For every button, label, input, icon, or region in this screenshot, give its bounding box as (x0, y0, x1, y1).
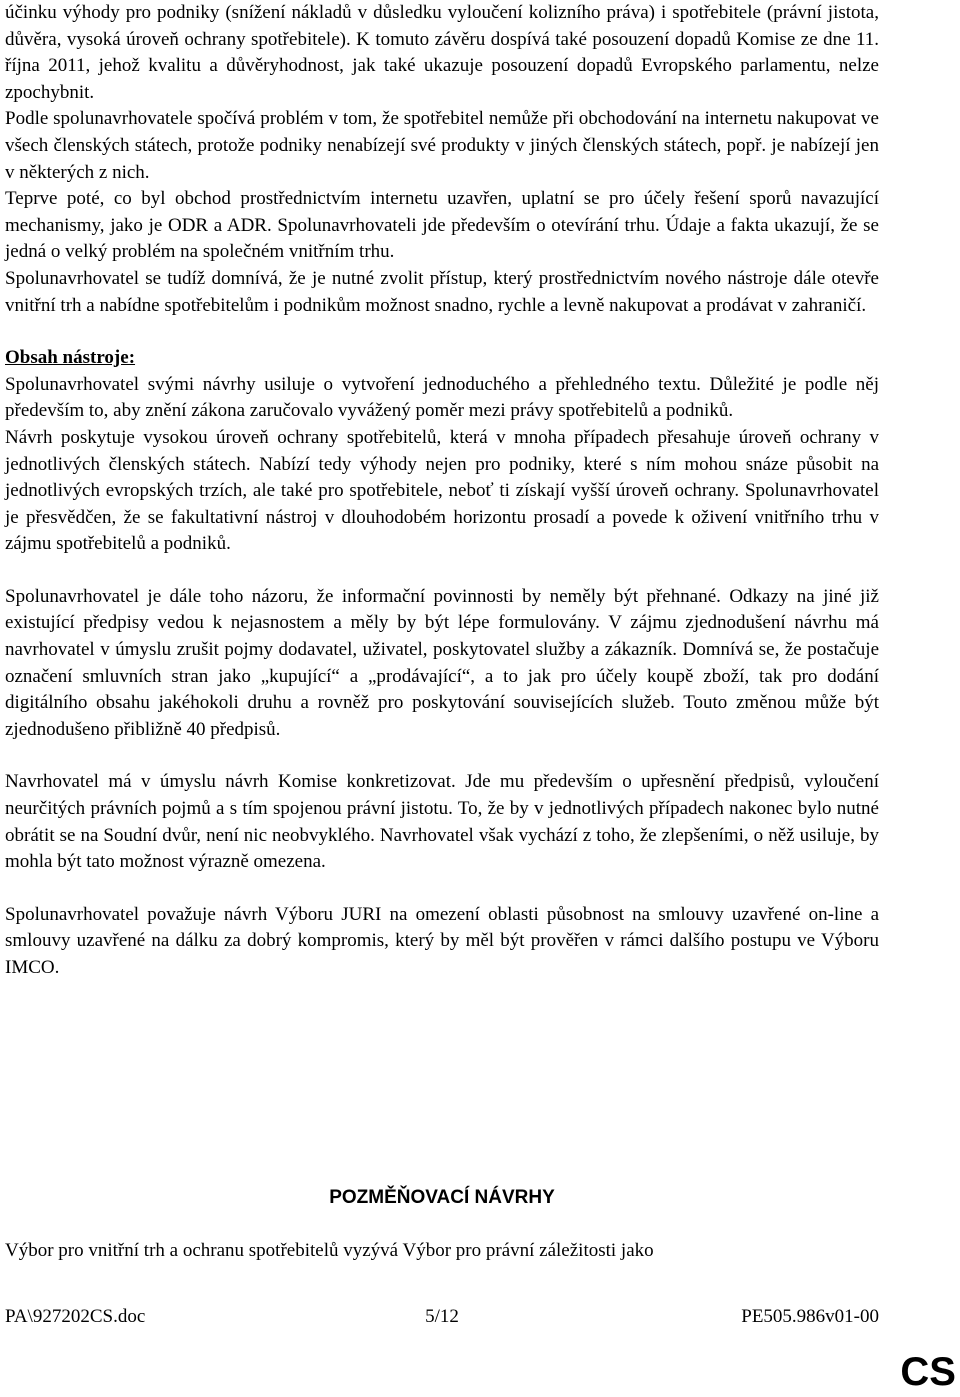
spacer (5, 743, 879, 769)
page-footer (5, 1306, 879, 1330)
language-code: CS (900, 1350, 956, 1394)
paragraph-concretisation: Navrhovatel má v úmyslu návrh Komise konkretizovat. Jde mu především o upřesnění předpisů, vyloučení neurčitých právních pojmů a s tím spojenou právní jistotu. To, že by v jednotlivých případech nakonec bylo nutné obrátit se na Soudní dvůr, není nic neobvyklého. Navrhovatel však vychází z toho, že zlepšeními, o něž usiluje, by mohla být tato možnost výrazně omezena. (5, 771, 879, 873)
paragraph-obsah-1: Spolunavrhovatel svými návrhy usiluje o vytvoření jednoduchého a přehledného textu. Důležité je podle něj především to, aby znění zákona zaručovalo vyvážený poměr mezi právy spotřebitelů a podniků. (5, 373, 879, 422)
paragraph-new-instrument: Spolunavrhovatel se tudíž domnívá, že je nutné zvolit přístup, který prostřednictvím nového nástroje dále otevře vnitřní trh a nabídne spotřebitelům i podnikům možnost snadno, rychle a levně nakupovat a prodávat v zahraničí. (5, 267, 879, 316)
paragraph-obsah-2: Návrh poskytuje vysokou úroveň ochrany spotřebitelů, která v mnoha případech přesahuje úroveň ochrany v jednotlivých členských státech. Nabízí tedy výhody nejen pro podniky, které s ním mohou snáze působit na jednotlivých evropských trzích, ale také pro spotřebitele, neboť ti získají vyšší úroveň ochrany. Spolunavrhovatel je přesvědčen, že se fakultativní nástroj v dlouhodobém horizontu prosadí a povede k oživení vnitřního trhu v zájmu spotřebitelů a podniků. (5, 426, 879, 555)
amendments-title: POZMĚŇOVACÍ NÁVRHY (329, 1187, 555, 1208)
paragraph-intro-continued: účinku výhody pro podniky (snížení nákladů v důsledku vyloučení kolizního práva) i spotřebitele (právní jistota, důvěra, vysoká úroveň ochrany spotřebitele). K tomuto závěru dospívá také posouzení dopadů Komise ze dne 11. října 2011, jehož kvalitu a důvěryhodnost, jak také ukazuje posouzení dopadů Evropského parlamentu, nelze zpochybnit. (5, 2, 879, 103)
spacer (5, 558, 879, 584)
paragraph-juri-compromise: Spolunavrhovatel považuje návrh Výboru JURI na omezení oblasti působnost na smlouvy uzavřené on-line a smlouvy uzavřené na dálku za dobrý kompromis, který by měl být prověřen v rámci dalšího postupu ve Výboru IMCO. (5, 903, 879, 978)
spacer (5, 876, 879, 902)
section-heading: Obsah nástroje: (5, 347, 136, 369)
footer-page-number: 5/12 (425, 1306, 459, 1327)
paragraph-dispute-mechanisms: Teprve poté, co byl obchod prostřednictvím internetu uzavřen, uplatní se pro účely řešení sporů navazující mechanismy, jako je ODR a ADR. Spolunavrhovateli jde především o otevírání trhu. Údaje a fakta ukazují, že se jedná o velký problém na společném vnitřním trhu. (5, 188, 879, 263)
spacer (5, 319, 879, 345)
footer-doc-ref: PA\927202CS.doc (5, 1306, 146, 1327)
paragraph-problem: Podle spolunavrhovatele spočívá problém v tom, že spotřebitel nemůže při obchodování na internetu nakupovat ve všech členských státech, protože podniky nenabízejí své produkty v jiných členských státech, popř. je nabízejí jen v některých z nich. (5, 108, 879, 183)
amendments-intro: Výbor pro vnitřní trh a ochranu spotřebitelů vyzývá Výbor pro právní záležitosti jako (5, 1240, 654, 1261)
document-body (5, 0, 879, 1261)
footer-pe-ref: PE505.986v01-00 (741, 1306, 879, 1327)
paragraph-information-duties: Spolunavrhovatel je dále toho názoru, že informační povinnosti by neměly být přehnané. Odkazy na jiné již existující předpisy vedou k nejasnostem a měly by být lépe formulovány. V zájmu zjednodušení návrhu má navrhovatel v úmyslu zrušit pojmy dodavatel, uživatel, poskytovatel služby a zákazník. Domnívá se, že postačuje označení smluvních stran jako „kupující“ a „prodávající“, a to jak pro účely koupě zboží, tak pro dodání digitálního obsahu jakéhokoli druhu a rovněž pro poskytování souvisejících služeb. Touto změnou může být zjednodušeno přibližně 40 předpisů. (5, 585, 879, 740)
